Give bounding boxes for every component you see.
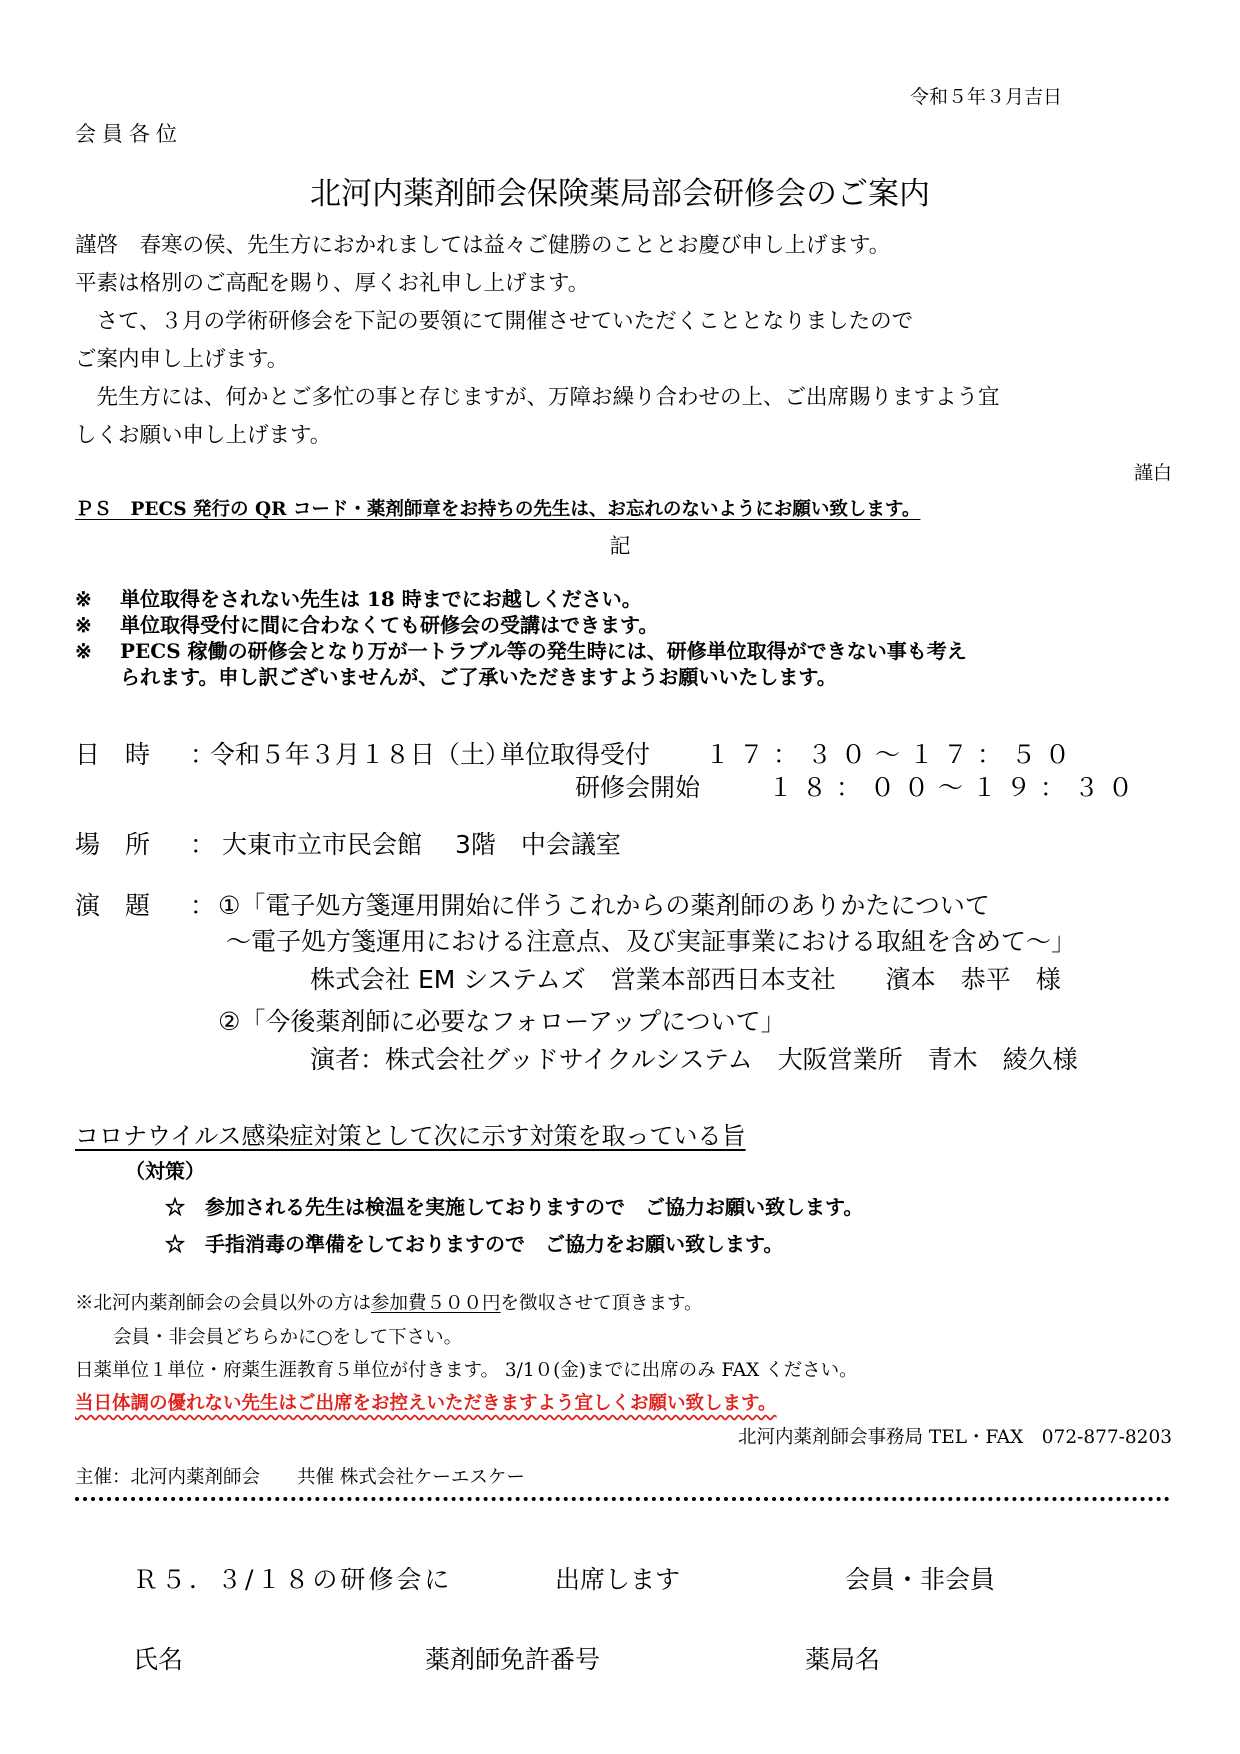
ki-heading: 記	[609, 534, 631, 558]
body-line-6: しくお願い申し上げます。	[75, 423, 332, 448]
measure-item: ☆ 参加される先生は検温を実施しておりますので ご協力お願い致します。	[165, 1195, 864, 1219]
datetime-colon: ：	[190, 740, 216, 769]
fee-amount: 参加費５００円	[371, 1293, 501, 1314]
reception-time: １７：３０～１７：５０	[705, 740, 1080, 769]
membership-instruction: 会員・非会員どちらかに○をして下さい。	[113, 1327, 463, 1348]
reception-label: 単位取得受付	[500, 740, 651, 769]
cut-line	[75, 1497, 1170, 1501]
topic1-subtitle: ～電子処方箋運用における注意点、及び実証事業における取組を含めて～」	[226, 927, 1077, 956]
body-line-3: さて、３月の学術研修会を下記の要領にて開催させていただくこととなりましたので	[75, 309, 914, 334]
sponsor-info: 主催：北河内薬剤師会 共催 株式会社ケーエスケー	[75, 1467, 525, 1488]
note-item	[75, 583, 642, 612]
start-label: 研修会開始	[575, 773, 701, 802]
form-license-label: 薬剤師免許番号	[425, 1645, 601, 1674]
form-membership[interactable]: 会員・非会員	[845, 1565, 996, 1594]
postscript: ＰＳ PECS 発行の QR コード・薬剤師章をお持ちの先生は、お忘れのないようにお願い致します。	[75, 499, 921, 520]
fee-line	[75, 1289, 703, 1315]
note-item	[75, 635, 967, 664]
form-pharmacy-label: 薬局名	[805, 1645, 881, 1674]
topic2-title: ②「今後薬剤師に必要なフォローアップについて」	[218, 1007, 786, 1036]
note-continuation: られます。申し訳ございませんが、ご了承いただきますようお願いいたします。	[120, 665, 837, 689]
body-line-4: ご案内申し上げます。	[75, 347, 289, 372]
health-warning: 当日体調の優れない先生はご出席をお控えいただきますよう宜しくお願い致します。	[75, 1393, 777, 1414]
body-line-5: 先生方には、何かとご多忙の事と存じますが、万障お繰り合わせの上、ご出席賜りますよう宜	[75, 385, 1000, 410]
note-mark: ※	[75, 587, 92, 611]
event-date: 令和５年３月１８日（土）	[210, 740, 511, 769]
note-text: 単位取得をされない先生は 18 時までにお越しください。	[120, 587, 642, 611]
form-attend[interactable]: 出席します	[555, 1565, 681, 1594]
credit-info: 日薬単位１単位・府薬生涯教育５単位が付きます。 3/1０(金)までに出席のみ FAX ください。	[75, 1360, 858, 1381]
issue-date: 令和５年３月吉日	[910, 86, 1063, 108]
measure-item: ☆ 手指消毒の準備をしておりますので ご協力をお願い致します。	[165, 1232, 784, 1256]
page-title: 北河内薬剤師会保険薬局部会研修会のご案内	[310, 176, 930, 212]
topic-colon: ：	[190, 891, 216, 920]
body-line-2: 平素は格別のご高配を賜り、厚くお礼申し上げます。	[75, 271, 590, 296]
topic-label: 演 題	[75, 891, 151, 920]
datetime-label: 日 時	[75, 740, 151, 769]
fee-line-pre: ※北河内薬剤師会の会員以外の方は	[75, 1293, 372, 1314]
note-mark: ※	[75, 613, 92, 637]
place-colon: ：	[190, 830, 216, 859]
topic1-speaker: 株式会社 EM システムズ 営業本部西日本支社 濱本 恭平 様	[310, 965, 1061, 994]
note-item	[75, 609, 658, 638]
fee-line-post: を徴収させて頂きます。	[500, 1293, 703, 1314]
measures-label: （対策）	[125, 1159, 205, 1183]
note-text: 単位取得受付に間に合わなくても研修会の受講はできます。	[120, 613, 659, 637]
body-line-1: 謹啓 春寒の侯、先生方におかれましては益々ご健勝のこととお慶び申し上げます。	[75, 233, 891, 258]
topic2-speaker: 演者：株式会社グッドサイクルシステム 大阪営業所 青木 綾久様	[310, 1045, 1078, 1074]
start-time: １８：００～１９：３０	[768, 773, 1143, 802]
addressee: 会員各位	[75, 122, 183, 146]
place-label: 場 所	[75, 830, 151, 859]
place: 大東市立市民会館 3階 中会議室	[222, 830, 621, 859]
form-name-label: 氏名	[133, 1645, 184, 1674]
corona-heading: コロナウイルス感染症対策として次に示す対策を取っている旨	[75, 1122, 746, 1150]
note-text: PECS 稼働の研修会となり万が一トラブル等の発生時には、研修単位取得ができない事も考え	[120, 639, 967, 663]
closing-word: 謹白	[1133, 462, 1172, 484]
office-contact: 北河内薬剤師会事務局 TEL・FAX 072-877-8203	[738, 1427, 1172, 1448]
note-mark: ※	[75, 639, 92, 663]
topic1-title: ①「電子処方箋運用開始に伴うこれからの薬剤師のありかたについて	[218, 891, 990, 920]
form-event: Ｒ５．３/１８の研修会に	[133, 1565, 453, 1594]
